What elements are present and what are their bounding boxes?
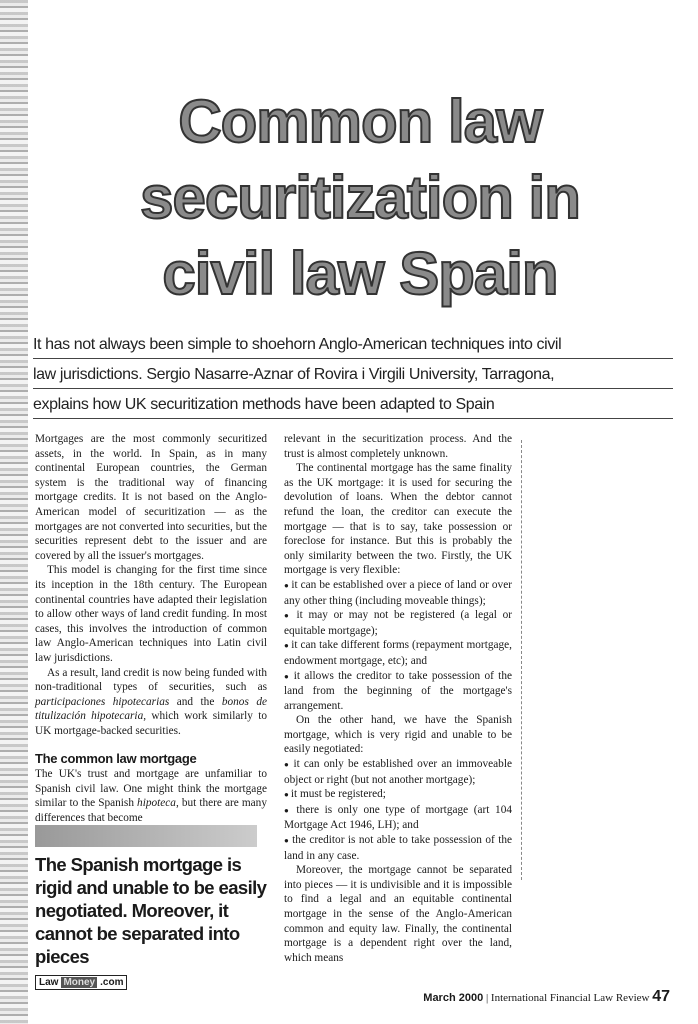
standfirst-line-3: explains how UK securitization methods have been adapted to Spain — [33, 391, 673, 419]
paragraph: The continental mortgage has the same finality as the UK mortgage: it is used for securing the devolution of loans. When the debtor cannot refund the loan, the creditor can execute the mortgage — that is to say, take possession or foreclose for instance. But this is probably the only similarity between the two. Firstly, the UK mortgage is very flexible: — [284, 462, 512, 577]
bullet-item: ● it can take different forms (repayment mortgage, endowment mortgage, etc); and — [284, 638, 512, 668]
section-heading: The common law mortgage — [35, 751, 197, 767]
paragraph: Mortgages are the most commonly securitized assets, in the world. In Spain, as in many continental European countries, the German system is the traditional way of financing mortgage credits. It is not based on the Anglo-American model of securitization — as the mortgages are not converted into securities, but the securities represent debt to the issuer and are covered by all the issuer's mortgages. — [35, 433, 267, 562]
italic-term: bonos de titulización hipotecaria — [35, 695, 267, 723]
lawmoney-logo — [35, 975, 127, 990]
bullet-item: ● it can be established over a piece of land or over any other thing (including moveable things); — [284, 578, 512, 608]
column-rule — [521, 440, 522, 880]
column-middle — [284, 432, 512, 965]
text: The UK's trust and mortgage are unfamiliar to Spanish civil law. One might think the mortgage similar to the Spanish — [35, 768, 267, 810]
standfirst-line-2: law jurisdictions. Sergio Nasarre-Aznar of Rovira i Virgili University, Tarragona, — [33, 361, 673, 389]
bullet-item: ● it allows the creditor to take possession of the land from the beginning of the mortgage's arrangement. — [284, 669, 512, 714]
paragraph — [35, 666, 267, 739]
bullet-item: ● it can only be established over an immoveable object or right (but not another mortgage); — [284, 757, 512, 787]
column-left — [35, 432, 267, 825]
text: , which work similarly to UK mortgage-backed securities. — [35, 710, 267, 737]
headline-line-3: civil law Spain — [162, 240, 558, 307]
publication-name: International Financial Law Review — [490, 992, 653, 1004]
bullet-item: ● there is only one type of mortgage (art 104 Mortgage Act 1946, LH); and — [284, 803, 512, 833]
paragraph: This model is changing for the first time since its inception in the 18th century. The European continental countries have adapted their legislation to allow other ways of land credit funding. In most cases, this involves the introduction of common law Anglo-American techniques into Latin civil law jurisdictions. — [35, 564, 267, 664]
italic-term: hipoteca — [137, 797, 176, 810]
pullquote-bar — [35, 825, 257, 847]
page-footer — [423, 988, 670, 1006]
headline-line-2: securitization in — [140, 164, 580, 231]
text: As a result, land credit is now being funded with non-traditional types of securities, such as — [35, 666, 267, 694]
paragraph: relevant in the securitization process. And the trust is almost completely unknown. — [284, 433, 512, 460]
issue-date: March 2000 — [423, 992, 484, 1004]
logo-text: Law — [39, 977, 59, 988]
headline-line-1: Common law — [178, 88, 542, 155]
separator: | — [483, 992, 491, 1004]
page-number: 47 — [652, 988, 670, 1005]
paragraph: Moreover, the mortgage cannot be separated into pieces — it is undivisible and it is impossible to find a legal and an equitable continental mortgage in the sense of the Anglo-American common and equity law. Finally, the continental mortgage is a dependent right over the land, which means — [284, 864, 512, 964]
paragraph — [35, 767, 267, 825]
italic-term: participaciones hipotecarias — [35, 695, 170, 708]
text: and the — [169, 695, 222, 708]
scan-edge — [0, 0, 28, 1024]
pullquote: The Spanish mortgage is rigid and unable to be easily negotiated. Moreover, it cannot be separated into pieces — [35, 854, 267, 967]
text: , but there are many differences that become — [35, 797, 267, 824]
logo-text: Money — [63, 977, 96, 988]
paragraph: On the other hand, we have the Spanish mortgage, which is very rigid and unable to be easily negotiated: — [284, 714, 512, 756]
standfirst-line-1: It has not always been simple to shoehorn Anglo-American techniques into civil — [33, 331, 673, 359]
logo-text: .com — [100, 977, 124, 988]
bullet-item: ● it must be registered; — [284, 787, 512, 803]
bullet-item: ● the creditor is not able to take possession of the land in any case. — [284, 833, 512, 863]
bullet-item: ● it may or may not be registered (a legal or equitable mortgage); — [284, 608, 512, 638]
